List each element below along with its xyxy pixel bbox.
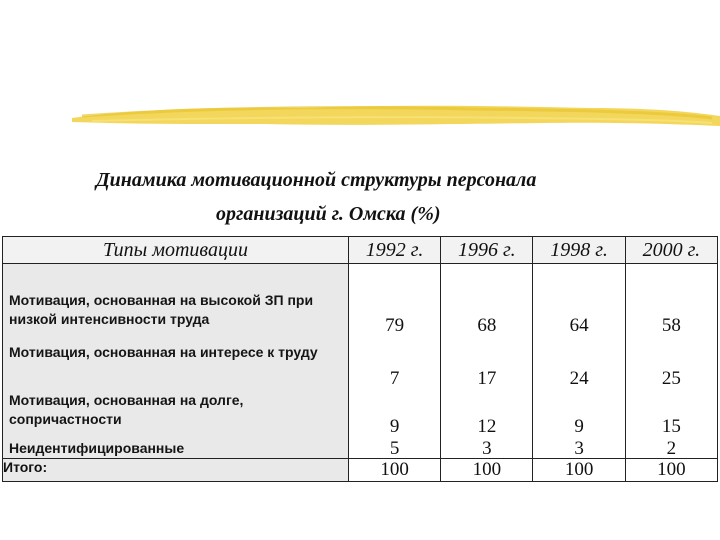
cell-value: 24 — [569, 368, 589, 389]
cell-value: 9 — [574, 416, 584, 437]
cell-value: 3 — [482, 438, 492, 459]
motivation-table — [2, 236, 718, 482]
total-2000: 100 — [625, 459, 717, 482]
total-1996: 100 — [441, 459, 533, 482]
values-1996 — [441, 264, 533, 459]
total-row — [3, 459, 718, 482]
row-labels-cell — [3, 264, 349, 459]
header-types: Типы мотивации — [3, 237, 349, 264]
cell-value: 12 — [477, 416, 497, 437]
cell-value: 3 — [574, 438, 584, 459]
total-1998: 100 — [533, 459, 625, 482]
slide-title-line-2: организаций г. Омска (%) — [216, 203, 441, 225]
cell-value: 15 — [661, 416, 681, 437]
header-1992: 1992 г. — [348, 237, 440, 264]
row-label-high-pay: Мотивация, основанная на высокой ЗП при низкой интенсивности труда — [9, 292, 314, 327]
row-label-interest: Мотивация, основанная на интересе к труду — [9, 344, 318, 360]
row-label-duty: Мотивация, основанная на долге, сопричастности — [9, 392, 244, 427]
cell-value: 58 — [661, 315, 681, 336]
cell-value: 17 — [477, 368, 497, 389]
values-1998 — [533, 264, 625, 459]
table-row — [3, 264, 718, 459]
yellow-brush-stroke — [72, 96, 720, 136]
total-label: Итого: — [3, 459, 349, 482]
cell-value: 25 — [661, 368, 681, 389]
cell-value: 79 — [385, 315, 405, 336]
cell-value: 68 — [477, 315, 497, 336]
cell-value: 9 — [389, 416, 400, 437]
total-1992: 100 — [348, 459, 440, 482]
header-1996: 1996 г. — [441, 237, 533, 264]
cell-value: 7 — [389, 368, 400, 389]
values-2000 — [625, 264, 717, 459]
values-1992 — [348, 264, 440, 459]
cell-value: 64 — [569, 315, 589, 336]
header-2000: 2000 г. — [625, 237, 717, 264]
slide-title-line-1: Динамика мотивационной структуры персонала — [96, 169, 537, 191]
header-1998: 1998 г. — [533, 237, 625, 264]
cell-value: 2 — [666, 438, 677, 459]
cell-value: 5 — [389, 438, 400, 459]
header-row — [3, 237, 718, 264]
row-label-unidentified: Неидентифицированные — [9, 440, 185, 456]
